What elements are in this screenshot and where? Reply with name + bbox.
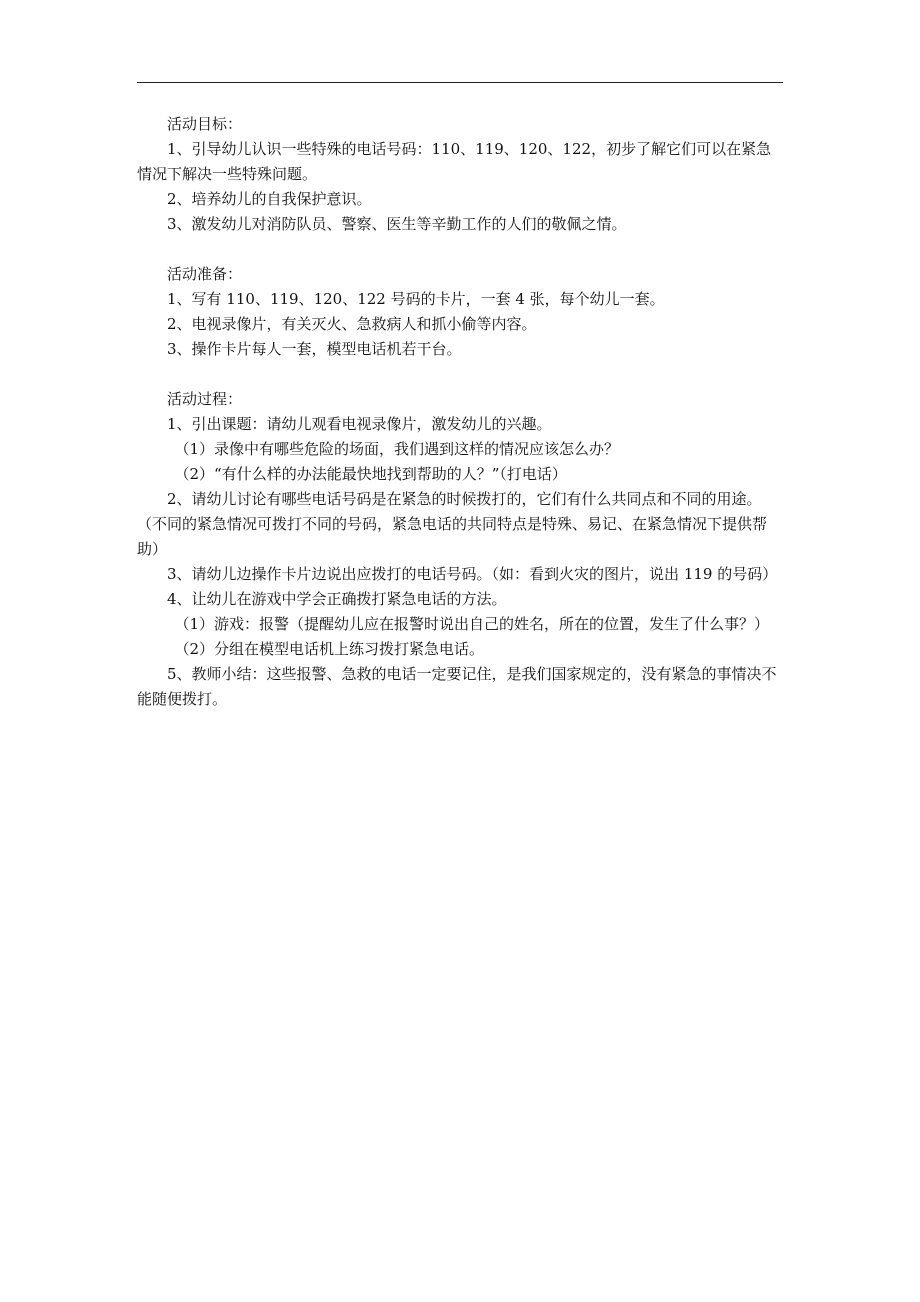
- list-item: 2、电视录像片，有关灭火、急救病人和抓小偷等内容。: [167, 315, 537, 333]
- document-body: [137, 112, 783, 712]
- list-item: 4、让幼儿在游戏中学会正确拨打紧急电话的方法。: [167, 590, 507, 608]
- list-item: 1、写有 110、119、120、122 号码的卡片，一套 4 张，每个幼儿一套。: [167, 290, 665, 308]
- list-subitem: （2）分组在模型电话机上练习拨打紧急电话。: [174, 640, 485, 658]
- section-activity-process: [137, 387, 783, 712]
- section-heading: 活动准备：: [167, 265, 243, 283]
- section-activity-goals: [137, 112, 783, 237]
- section-activity-preparation: [137, 262, 783, 362]
- list-item: 3、请幼儿边操作卡片边说出应拨打的电话号码。（如：看到火灾的图片，说出 119 的号码）: [167, 565, 778, 583]
- list-item: 3、激发幼儿对消防队员、警察、医生等辛勤工作的人们的敬佩之情。: [167, 215, 627, 233]
- list-item: 2、请幼儿讨论有哪些电话号码是在紧急的时候拨打的，它们有什么共同点和不同的用途。（不同的紧急情况可拨打不同的号码，紧急电话的共同特点是特殊、易记、在紧急情况下提供帮助）: [137, 490, 768, 558]
- list-item: 3、操作卡片每人一套，模型电话机若干台。: [167, 340, 462, 358]
- list-subitem: （1）录像中有哪些危险的场面，我们遇到这样的情况应该怎么办？: [174, 440, 620, 458]
- list-item: 2、培养幼儿的自我保护意识。: [167, 190, 372, 208]
- section-heading: 活动目标：: [167, 115, 243, 133]
- section-heading: 活动过程：: [167, 390, 243, 408]
- list-subitem: （1）游戏：报警（提醒幼儿应在报警时说出自己的姓名，所在的位置，发生了什么事？）: [174, 615, 770, 633]
- list-item: 1、引出课题：请幼儿观看电视录像片，激发幼儿的兴趣。: [167, 415, 552, 433]
- list-subitem: （2）“有什么样的办法能最快地找到帮助的人？”（打电话）: [174, 465, 567, 483]
- header-rule: [137, 82, 783, 83]
- list-item: 5、教师小结：这些报警、急救的电话一定要记住，是我们国家规定的，没有紧急的事情决不能随便拨打。: [137, 665, 777, 708]
- list-item: 1、引导幼儿认识一些特殊的电话号码：110、119、120、122，初步了解它们可以在紧急情况下解决一些特殊问题。: [137, 140, 772, 183]
